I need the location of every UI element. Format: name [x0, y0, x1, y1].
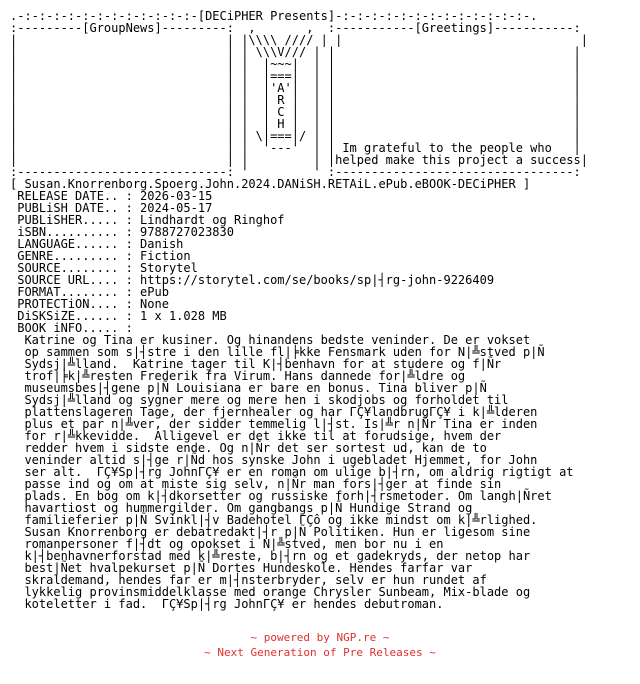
nfo-text: .-:-:-:-:-:-:-:-:-:-:-:-:-[DECiPHER Presents]-:-:-:-:-:-:-:-:-:-:-:-:-:-. :---------[GroupNews]---------: , , :-----------[Greetings]-----------: | | |\\\\ //// | | | | | | \\\V/// | | | | | | |~~~| | | | | | | |===| | | | | | | |'A'| | | | | | | | R | | | | | | | | C | | | | | | | | H | | | | | | | \|===|/ | | | | | | '---' | | Im grateful to the people who | | | | | |helped make this project a success| :-----------------------------: ' ' :---------------------------------: [ Susan.Knorrenborg.Spoerg.John.2024.DANiSH.RETAiL.ePub.eBOOK-DECiPHER ] RELEASE DATE.. : 2026-03-15 PUBLiSH DATE.. : 2024-05-17 PUBLiSHER..... : Lindhardt og Ringhof iSBN.......... : 9788727023830 LANGUAGE...... : Danish GENRE......... : Fiction SOURCE........ : Storytel SOURCE URL.... : https://storytel.com/se/books/sp|┤rg-john-9226409 FORMAT........ : ePub PROTECTiON.... : None DiSKSiZE...... : 1 x 1.028 MB BOOK iNFO..... : Katrine og Tina er kusiner. Og hinandens bedste veninder. De er vokset op sammen som s|┤stre i den lille fl|╞kke Fensmark uden for N|╩stved p|Ñ Sydsj|╩lland. Katrine tager til K|┤benhavn for at studere og f|Ñr trof|╞k|╩resten Frederik fra Virum. Hans dannede for|╩ldre og museumsbes|┤gene p|Ñ Louisiana er bare en bonus. Tina bliver p|Ñ Sydsj|╩lland og sygner mere og mere hen i skodjobs og forholdet til plattenslageren Tage, der fjernhealer og har ΓÇ¥landbrugΓÇ¥ i k|╩lderen plus et par n|╩ver, der sidder temmelig l|┤st. Is|╩r n|Ñr Tina er inden for r|╩kkevidde. Alligevel er det ikke til at forudsige, hvem der redder hvem i sidste ende. Og n|Ñr det ser sortest ud, kan de to veninder altid s|┤ge r|Ñd hos synske John i ugebladet Hjemmet, for John ser alt. ΓÇ¥Sp|┤rg JohnΓÇ¥ er en roman om ulige b|┤rn, om aldrig rigtigt at passe ind og om at miste sig selv, n|Ñr man fors|┤ger at finde sin plads. En bog om k|┤dkorsetter og russiske forh|┤rsmetoder. Om langh|Ñret havartiost og hummergilder. Om gangbangs p|Ñ Hundige Strand og familieferier p|Ñ Svinkl|┤v Badehotel ΓÇô og ikke mindst om k|╩rlighed. Susan Knorrenborg er debatredakt|┤r p|Ñ Politiken. Hun er ligesom sine romanpersoner f|┤dt og opokset i N|╩stved, men bor nu i en k|┤benhavnerforstad med k|╩reste, b|┤rn og et gadekryds, der netop har best|Ñet hvalpekurset p|Ñ Dortes Hundeskole. Hendes farfar var skraldemand, hendes far er m|┤nsterbryder, selv er hun rundet af lykkelig provinsmiddelklasse med orange Chrysler Sunbeam, Mix-blade og koteletter i fad. ΓÇ¥Sp|┤rg JohnΓÇ¥ er hendes debutroman.: [10, 9, 588, 611]
footer-tagline: ~ Next Generation of Pre Releases ~: [204, 646, 436, 659]
footer-powered-by: ~ powered by NGP.re ~: [250, 631, 390, 644]
